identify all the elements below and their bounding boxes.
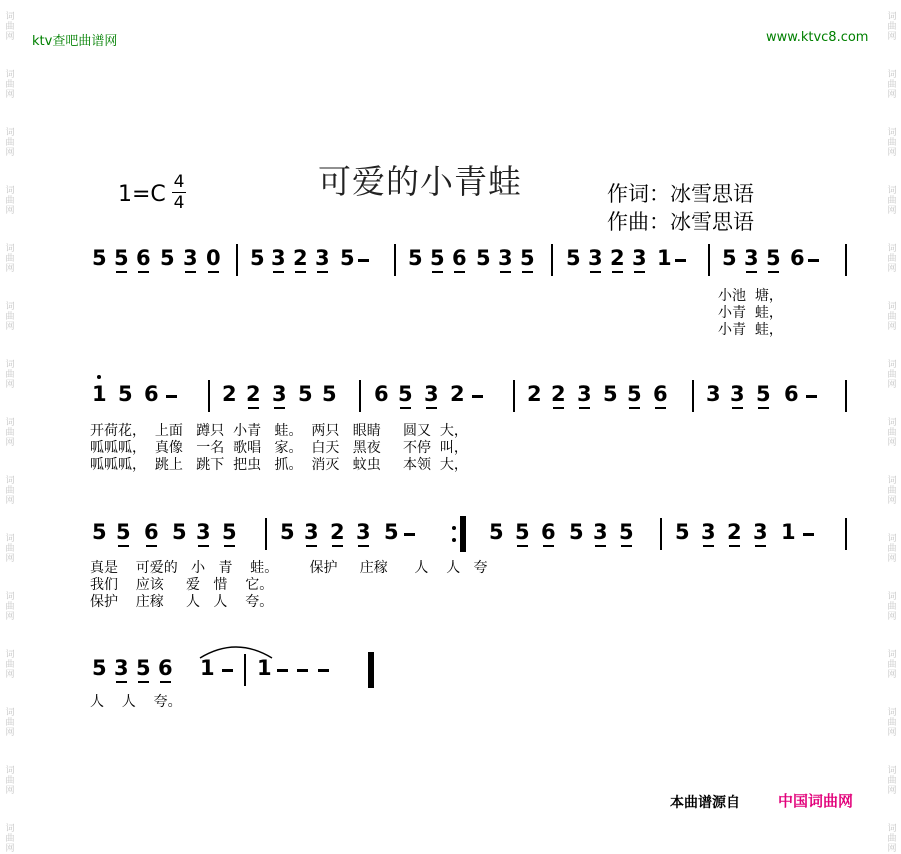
underline-beam bbox=[755, 545, 766, 547]
note: 3 bbox=[577, 382, 592, 406]
watermark-mark: 词 曲 网 bbox=[887, 418, 897, 448]
watermark-mark: 词 曲 网 bbox=[887, 824, 897, 854]
watermark-mark: 词 曲 网 bbox=[5, 592, 15, 622]
watermark-mark: 词 曲 网 bbox=[887, 70, 897, 100]
bar-line bbox=[708, 244, 710, 276]
note: 3 bbox=[304, 520, 319, 544]
watermark-mark: 词 曲 网 bbox=[5, 418, 15, 448]
bar-line bbox=[236, 244, 238, 276]
note: 5 bbox=[489, 520, 504, 544]
dash bbox=[318, 669, 329, 672]
underline-beam bbox=[768, 271, 779, 273]
thick-bar-line bbox=[460, 516, 466, 552]
lyric-r2-l3: 呱呱呱， 跳上 跳下 把虫 抓。 消灭 蚊虫 本领 大， bbox=[90, 457, 468, 473]
watermark-mark: 词 曲 网 bbox=[887, 302, 897, 332]
note: 3 bbox=[632, 246, 647, 270]
note: 6 bbox=[790, 246, 805, 270]
underline-beam bbox=[332, 545, 343, 547]
note: 5 bbox=[114, 246, 129, 270]
watermark-mark: 词 曲 网 bbox=[5, 476, 15, 506]
note: 5 bbox=[408, 246, 423, 270]
bar-line bbox=[265, 518, 267, 550]
watermark-mark: 词 曲 网 bbox=[887, 534, 897, 564]
underline-beam bbox=[758, 407, 769, 409]
lyric-r1-l1: 小池 塘， bbox=[718, 288, 783, 304]
underline-beam bbox=[146, 545, 157, 547]
note: 1 bbox=[200, 656, 215, 680]
time-signature-top: 4 bbox=[173, 172, 185, 192]
dash bbox=[808, 259, 819, 262]
note: 5 bbox=[160, 246, 175, 270]
underline-beam bbox=[746, 271, 757, 273]
underline-beam bbox=[118, 545, 129, 547]
note: 5 bbox=[92, 246, 107, 270]
bar-line bbox=[208, 380, 210, 412]
bar-line bbox=[551, 244, 553, 276]
bar-line bbox=[845, 244, 847, 276]
note: 5 bbox=[756, 382, 771, 406]
bar-line bbox=[845, 518, 847, 550]
lyric-r1-l2: 小青 蛙， bbox=[718, 305, 783, 321]
underline-beam bbox=[295, 271, 306, 273]
bar-line bbox=[394, 244, 396, 276]
underline-beam bbox=[116, 271, 127, 273]
underline-beam bbox=[522, 271, 533, 273]
header-left-site[interactable]: ktv查吧曲谱网 bbox=[32, 34, 118, 49]
note: 3 bbox=[498, 246, 513, 270]
underline-beam bbox=[116, 681, 127, 683]
note: 1 bbox=[257, 656, 272, 680]
dash bbox=[358, 259, 369, 262]
underline-beam bbox=[612, 271, 623, 273]
underline-beam bbox=[579, 407, 590, 409]
underline-beam bbox=[703, 545, 714, 547]
watermark-mark: 词 曲 网 bbox=[887, 186, 897, 216]
footer-source-site[interactable]: 中国词曲网 bbox=[778, 792, 854, 810]
time-signature-bottom: 4 bbox=[173, 193, 185, 213]
note: 6 bbox=[541, 520, 556, 544]
note: 6 bbox=[144, 520, 159, 544]
note: 6 bbox=[452, 246, 467, 270]
note: 5 bbox=[92, 656, 107, 680]
underline-beam bbox=[317, 271, 328, 273]
underline-beam bbox=[729, 545, 740, 547]
lyricist-credit: 作词：冰雪思语 bbox=[607, 182, 754, 206]
note: 6 bbox=[158, 656, 173, 680]
note: 5 bbox=[569, 520, 584, 544]
thick-bar-line bbox=[368, 652, 374, 688]
note: 3 bbox=[114, 656, 129, 680]
note: 5 bbox=[298, 382, 313, 406]
dash bbox=[222, 669, 233, 672]
note: 2 bbox=[610, 246, 625, 270]
note: 5 bbox=[603, 382, 618, 406]
watermark-mark: 词 曲 网 bbox=[5, 12, 15, 42]
note: 5 bbox=[136, 656, 151, 680]
underline-beam bbox=[629, 407, 640, 409]
underline-beam bbox=[590, 271, 601, 273]
note: 5 bbox=[92, 520, 107, 544]
note: 2 bbox=[450, 382, 465, 406]
note: 5 bbox=[118, 382, 133, 406]
note: 5 bbox=[675, 520, 690, 544]
underline-beam bbox=[358, 545, 369, 547]
watermark-mark: 词 曲 网 bbox=[887, 128, 897, 158]
lyric-r2-l1: 开荷花， 上面 蹲只 小青 蛙。 两只 眼睛 圆又 大， bbox=[90, 423, 468, 439]
underline-beam bbox=[273, 271, 284, 273]
dash bbox=[803, 533, 814, 536]
watermark-mark: 词 曲 网 bbox=[5, 360, 15, 390]
note: 3 bbox=[315, 246, 330, 270]
lyric-r3-l3: 保护 庄稼 人 人 夸。 bbox=[90, 594, 274, 610]
repeat-dots bbox=[452, 522, 456, 546]
underline-beam bbox=[432, 271, 443, 273]
dash bbox=[675, 259, 686, 262]
note: 5 bbox=[172, 520, 187, 544]
song-title: 可爱的小青蛙 bbox=[318, 162, 522, 201]
note: 3 bbox=[271, 246, 286, 270]
underline-beam bbox=[160, 681, 171, 683]
note: 2 bbox=[246, 382, 261, 406]
dash bbox=[277, 669, 288, 672]
bar-line bbox=[513, 380, 515, 412]
note: 5 bbox=[340, 246, 355, 270]
note: 3 bbox=[196, 520, 211, 544]
watermark-mark: 词 曲 网 bbox=[5, 534, 15, 564]
note: 6 bbox=[144, 382, 159, 406]
note: 5 bbox=[322, 382, 337, 406]
watermark-mark: 词 曲 网 bbox=[887, 650, 897, 680]
underline-beam bbox=[621, 545, 632, 547]
bar-line bbox=[845, 380, 847, 412]
note: 5 bbox=[476, 246, 491, 270]
underline-beam bbox=[198, 545, 209, 547]
note: 5 bbox=[250, 246, 265, 270]
note: 2 bbox=[551, 382, 566, 406]
watermark-mark: 词 曲 网 bbox=[5, 186, 15, 216]
note: 1 bbox=[781, 520, 796, 544]
tie-arc bbox=[196, 640, 276, 662]
watermark-mark: 词 曲 网 bbox=[887, 592, 897, 622]
note: 1 bbox=[657, 246, 672, 270]
underline-beam bbox=[732, 407, 743, 409]
lyric-r4-l1: 人 人 夸。 bbox=[90, 694, 182, 710]
watermark-mark: 词 曲 网 bbox=[887, 12, 897, 42]
watermark-mark: 词 曲 网 bbox=[5, 708, 15, 738]
note: 6 bbox=[374, 382, 389, 406]
watermark-mark: 词 曲 网 bbox=[5, 302, 15, 332]
note: 3 bbox=[424, 382, 439, 406]
lyric-r1-l3: 小青 蛙， bbox=[718, 322, 783, 338]
lyric-r2-l2: 呱呱呱， 真像 一名 歌唱 家。 白天 黑夜 不停 叫， bbox=[90, 440, 468, 456]
note: 5 bbox=[280, 520, 295, 544]
note: 5 bbox=[722, 246, 737, 270]
underline-beam bbox=[517, 545, 528, 547]
watermark-mark: 词 曲 网 bbox=[5, 244, 15, 274]
underline-beam bbox=[208, 271, 219, 273]
underline-beam bbox=[248, 407, 259, 409]
underline-beam bbox=[543, 545, 554, 547]
underline-beam bbox=[138, 681, 149, 683]
note: 5 bbox=[430, 246, 445, 270]
note: 5 bbox=[766, 246, 781, 270]
note: 6 bbox=[653, 382, 668, 406]
high-octave-dot bbox=[97, 375, 101, 379]
note: 3 bbox=[706, 382, 721, 406]
bar-line bbox=[660, 518, 662, 550]
key-signature: 1=C bbox=[118, 182, 166, 207]
dash bbox=[297, 669, 308, 672]
note: 2 bbox=[727, 520, 742, 544]
note: 5 bbox=[222, 520, 237, 544]
dash bbox=[806, 395, 817, 398]
time-signature bbox=[172, 172, 186, 213]
footer-source-label: 本曲谱源自 bbox=[670, 795, 740, 811]
watermark-mark: 词 曲 网 bbox=[5, 650, 15, 680]
note: 5 bbox=[398, 382, 413, 406]
note: 0 bbox=[206, 246, 221, 270]
note: 3 bbox=[356, 520, 371, 544]
note: 3 bbox=[588, 246, 603, 270]
underline-beam bbox=[138, 271, 149, 273]
note: 2 bbox=[527, 382, 542, 406]
bar-line bbox=[692, 380, 694, 412]
note: 6 bbox=[784, 382, 799, 406]
watermark-mark: 词 曲 网 bbox=[887, 766, 897, 796]
bar-line bbox=[359, 380, 361, 412]
underline-beam bbox=[553, 407, 564, 409]
note: 3 bbox=[593, 520, 608, 544]
underline-beam bbox=[274, 407, 285, 409]
watermark-mark: 词 曲 网 bbox=[5, 824, 15, 854]
note: 6 bbox=[136, 246, 151, 270]
underline-beam bbox=[634, 271, 645, 273]
note: 2 bbox=[222, 382, 237, 406]
watermark-mark: 词 曲 网 bbox=[887, 476, 897, 506]
watermark-mark: 词 曲 网 bbox=[5, 70, 15, 100]
note: 5 bbox=[116, 520, 131, 544]
dash bbox=[404, 533, 415, 536]
lyric-r3-l1: 真是 可爱的 小 青 蛙。 保护 庄稼 人 人 夸 bbox=[90, 560, 488, 576]
watermark-mark: 词 曲 网 bbox=[5, 128, 15, 158]
note: 3 bbox=[753, 520, 768, 544]
underline-beam bbox=[426, 407, 437, 409]
watermark-mark: 词 曲 网 bbox=[887, 360, 897, 390]
note: 3 bbox=[183, 246, 198, 270]
underline-beam bbox=[454, 271, 465, 273]
note: 5 bbox=[619, 520, 634, 544]
watermark-mark: 词 曲 网 bbox=[887, 708, 897, 738]
watermark-mark: 词 曲 网 bbox=[5, 766, 15, 796]
watermark-mark: 词 曲 网 bbox=[887, 244, 897, 274]
note: 3 bbox=[272, 382, 287, 406]
underline-beam bbox=[655, 407, 666, 409]
note: 1 bbox=[92, 382, 107, 406]
dash bbox=[166, 395, 177, 398]
underline-beam bbox=[595, 545, 606, 547]
underline-beam bbox=[306, 545, 317, 547]
underline-beam bbox=[500, 271, 511, 273]
underline-beam bbox=[400, 407, 411, 409]
header-right-site[interactable]: www.ktvc8.com bbox=[766, 30, 869, 45]
note: 3 bbox=[730, 382, 745, 406]
note: 5 bbox=[515, 520, 530, 544]
note: 5 bbox=[627, 382, 642, 406]
note: 3 bbox=[701, 520, 716, 544]
underline-beam bbox=[185, 271, 196, 273]
note: 5 bbox=[520, 246, 535, 270]
note: 3 bbox=[744, 246, 759, 270]
note: 2 bbox=[330, 520, 345, 544]
lyric-r3-l2: 我们 应该 爱 惜 它。 bbox=[90, 577, 274, 593]
underline-beam bbox=[224, 545, 235, 547]
note: 2 bbox=[293, 246, 308, 270]
composer-credit: 作曲：冰雪思语 bbox=[607, 210, 754, 234]
note: 5 bbox=[566, 246, 581, 270]
note: 5 bbox=[384, 520, 399, 544]
dash bbox=[472, 395, 483, 398]
